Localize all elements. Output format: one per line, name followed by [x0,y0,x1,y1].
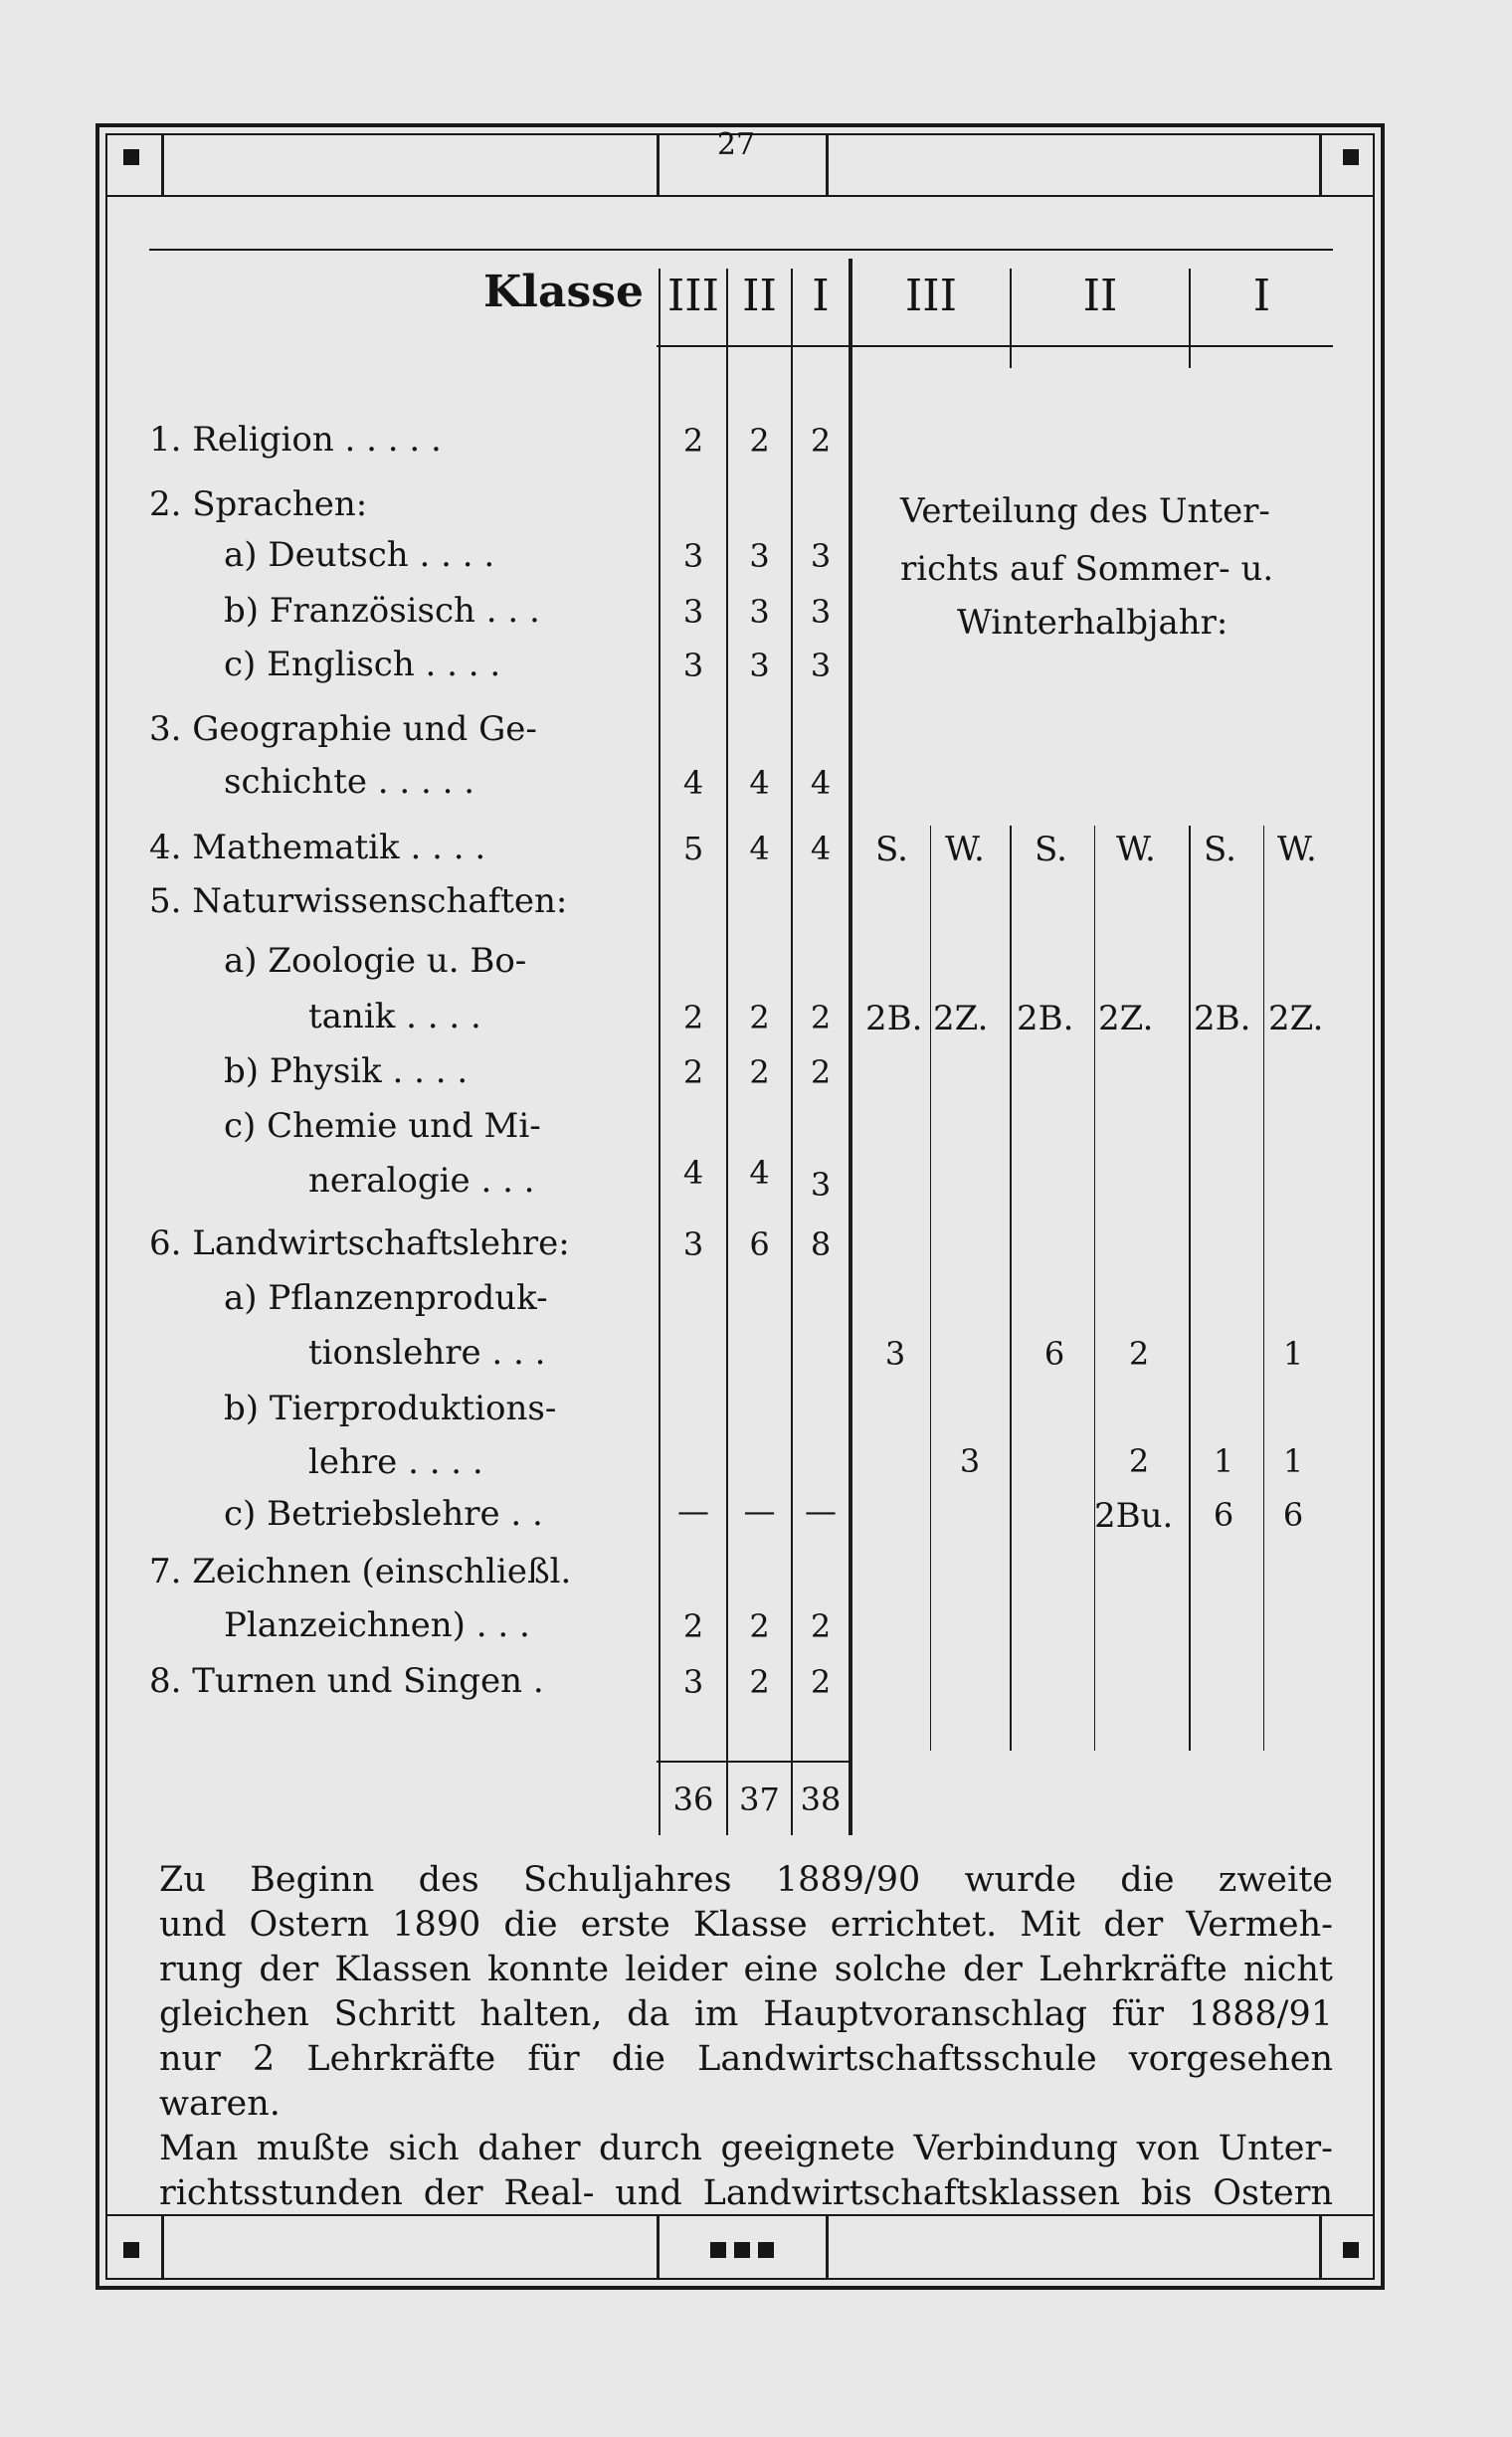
season-header: S. [875,830,908,869]
cell-value: 3 [810,1166,832,1204]
paragraph-line: richtsstunden der Real- und Landwirtschaftsklassen bis Ostern [159,2173,1333,2213]
cell-value: 2 [682,1607,704,1645]
row-label: schichte . . . . . [224,762,475,802]
cell-value: 2 [749,1607,770,1645]
cell-value: — [677,1492,709,1530]
cell-value: 3 [810,593,832,631]
season-header: S. [1204,830,1236,869]
paragraph-line: Zu Beginn des Schuljahres 1889/90 wurde die zweite [159,1860,1333,1900]
cell-value: 2 [810,1607,832,1645]
col-line-heavy [849,259,852,1835]
cell-value: 2 [810,1053,832,1091]
cell-value: 5 [682,830,704,867]
cell-value: 2 [749,422,770,460]
row-label: c) Englisch . . . . [224,645,501,684]
cell-value: 3 [749,537,770,575]
col-line [659,269,661,1835]
footer-divider [826,2216,829,2280]
cell-value: 2 [810,1663,832,1701]
footer-divider [161,2216,164,2280]
cell-value: 2 [810,999,832,1036]
cell-value: 6 [749,1225,770,1263]
col-line [1010,826,1012,1751]
cell-value: 2 [749,1663,770,1701]
cell-value: 3 [682,537,704,575]
header-divider [1319,133,1322,195]
row-label: c) Betriebslehre . . [224,1494,543,1534]
col-line-light [1263,826,1264,1751]
botany-cell: 2B. [865,999,923,1038]
ornament-square-icon [1343,149,1359,165]
plant-cell: 1 [1282,1335,1304,1373]
cell-value: 3 [810,647,832,684]
cell-value: 2 [749,999,770,1036]
row-label: a) Deutsch . . . . [224,535,495,575]
botany-cell: 2Z. [1098,999,1154,1038]
cell-value: — [805,1492,837,1530]
plant-cell: 3 [884,1335,906,1373]
row-label: b) Französisch . . . [224,591,540,631]
cell-value: 2 [810,422,832,460]
row-label: Planzeichnen) . . . [224,1605,530,1645]
body-paragraph [159,1858,1333,2216]
paragraph-line: Man mußte sich daher durch geeignete Verbindung von Unter- [159,2129,1333,2168]
distribution-title: Winterhalbjahr: [957,603,1228,643]
botany-cell: 2B. [1194,999,1251,1038]
row-label: c) Chemie und Mi- [224,1106,541,1146]
business-cell: 6 [1282,1496,1304,1534]
col-line-light [930,826,931,1751]
cell-value: 2 [682,422,704,460]
row-label: 5. Naturwissenschaften: [149,881,568,921]
animal-cell: 1 [1213,1442,1234,1480]
ornament-square-icon [123,149,139,165]
botany-cell: 2Z. [933,999,989,1038]
cell-value: 3 [810,537,832,575]
page-number: 27 [716,127,756,162]
table-top-rule [149,249,1333,251]
animal-cell: 1 [1282,1442,1304,1480]
cell-value: 4 [810,764,832,802]
total-value: 36 [672,1781,714,1818]
row-label: 6. Landwirtschaftslehre: [149,1223,570,1263]
row-label: a) Pflanzenproduk- [224,1278,548,1318]
cell-value: 3 [749,593,770,631]
total-value: 38 [800,1781,842,1818]
total-value: 37 [739,1781,780,1818]
row-label: 2. Sprachen: [149,484,368,524]
ornament-square-icon [1343,2242,1359,2258]
paragraph-line: nur 2 Lehrkräfte für die Landwirtschaftsschule vorgesehen waren. [159,2039,1333,2124]
row-label: neralogie . . . [308,1161,535,1201]
col-line-light [1094,826,1095,1751]
cell-value: 4 [810,830,832,867]
botany-cell: 2Z. [1268,999,1324,1038]
animal-cell: 3 [959,1442,981,1480]
season-header: W. [1277,830,1317,869]
header-right-II: II [1082,271,1118,321]
cell-value: 4 [682,1154,704,1192]
row-label: 8. Turnen und Singen . [149,1661,544,1701]
row-label: lehre . . . . [308,1442,483,1482]
cell-value: 3 [682,647,704,684]
table-header-rule [657,345,1333,347]
ornament-square-icon [734,2242,750,2258]
header-right-I: I [1252,271,1271,321]
cell-value: — [743,1492,776,1530]
business-cell: 2Bu. [1094,1496,1174,1536]
ornament-square-icon [758,2242,774,2258]
header-band-line [105,195,1375,197]
paragraph-line: gleichen Schritt halten, da im Hauptvoranschlag für 1888/91 [159,1994,1333,2034]
row-label: tionslehre . . . [308,1333,546,1373]
row-label: b) Tierproduktions- [224,1389,557,1428]
ornament-square-icon [123,2242,139,2258]
header-divider [826,133,829,195]
paragraph-line: rung der Klassen konnte leider eine solche der Lehrkräfte nicht [159,1950,1333,1989]
row-label: 1. Religion . . . . . [149,420,442,460]
distribution-title: richts auf Sommer- u. [900,549,1274,589]
cell-value: 3 [682,593,704,631]
cell-value: 4 [749,1154,770,1192]
row-label: 7. Zeichnen (einschließl. [149,1552,572,1592]
header-right-III: III [904,271,958,321]
row-label: b) Physik . . . . [224,1051,469,1091]
distribution-title: Verteilung des Unter- [900,491,1270,531]
animal-cell: 2 [1128,1442,1150,1480]
plant-cell: 6 [1043,1335,1065,1373]
col-line [1189,826,1191,1751]
business-cell: 6 [1213,1496,1234,1534]
cell-value: 2 [749,1053,770,1091]
col-line [726,269,728,1835]
row-label: a) Zoologie u. Bo- [224,941,527,981]
col-line [791,269,793,1835]
paragraph-line: und Ostern 1890 die erste Klasse errichtet. Mit der Vermeh- [159,1905,1333,1945]
header-divider [657,133,660,195]
cell-value: 4 [749,764,770,802]
plant-cell: 2 [1128,1335,1150,1373]
header-col-II: II [742,271,777,321]
season-header: W. [1116,830,1156,869]
cell-value: 4 [749,830,770,867]
row-label: 3. Geographie und Ge- [149,709,537,749]
cell-value: 3 [682,1663,704,1701]
cell-value: 4 [682,764,704,802]
season-header: S. [1035,830,1067,869]
cell-value: 2 [682,999,704,1036]
ornament-square-icon [710,2242,726,2258]
botany-cell: 2B. [1017,999,1074,1038]
header-col-III: III [666,271,720,321]
header-divider [161,133,164,195]
cell-value: 2 [682,1053,704,1091]
row-label: 4. Mathematik . . . . [149,828,486,867]
footer-divider [1319,2216,1322,2280]
season-header: W. [945,830,985,869]
cell-value: 3 [749,647,770,684]
row-label: tanik . . . . [308,997,481,1036]
totals-rule [657,1761,850,1763]
header-klasse: Klasse [483,267,645,317]
footer-divider [657,2216,660,2280]
header-col-I: I [812,271,830,321]
cell-value: 8 [810,1225,832,1263]
cell-value: 3 [682,1225,704,1263]
